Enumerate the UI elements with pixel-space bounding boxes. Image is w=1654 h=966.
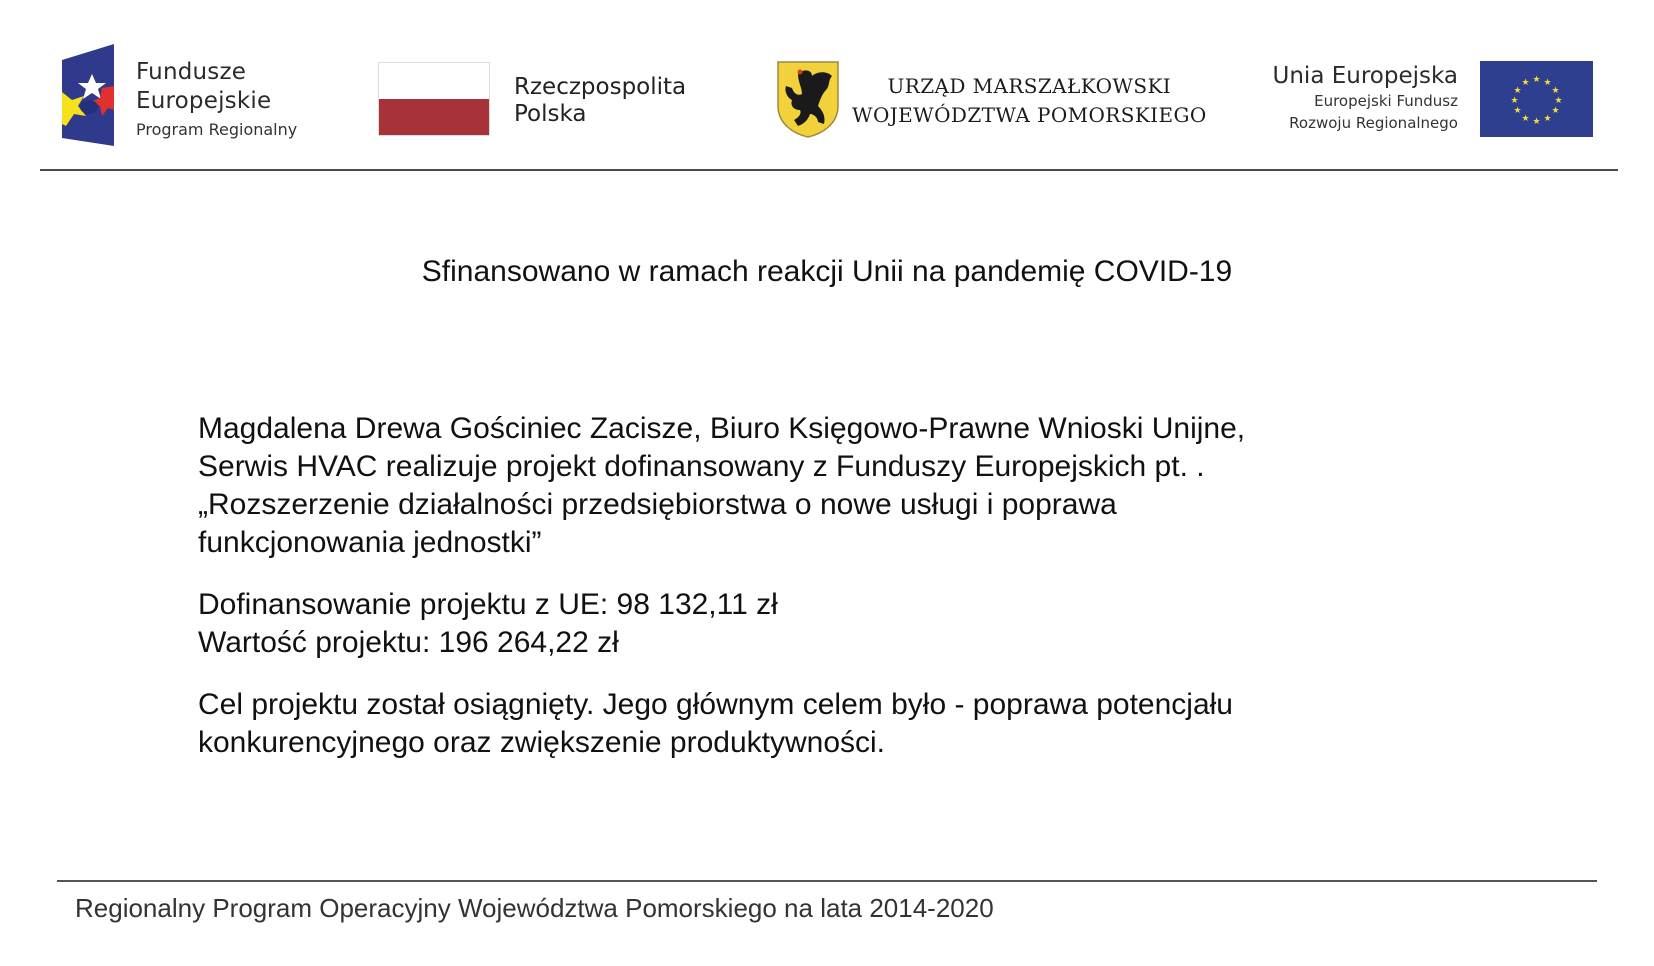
svg-text:★: ★ bbox=[1510, 96, 1519, 106]
svg-text:★: ★ bbox=[1543, 78, 1552, 88]
urzad-marszalkowski-text bbox=[852, 72, 1207, 130]
svg-text:★: ★ bbox=[1532, 117, 1541, 127]
fundusze-line3: Program Regionalny bbox=[136, 120, 298, 139]
svg-text:★: ★ bbox=[1551, 86, 1560, 96]
goal-line: Cel projektu został osiągnięty. Jego głównym celem było - poprawa potencjału bbox=[198, 688, 1233, 721]
svg-text:★: ★ bbox=[1513, 106, 1522, 116]
poland-line2: Polska bbox=[514, 101, 587, 127]
eu-flag-icon bbox=[1480, 61, 1593, 137]
svg-text:★: ★ bbox=[1554, 96, 1563, 106]
pomorskie-griffin-crest-icon bbox=[776, 60, 840, 138]
fundusze-line2: Europejskie bbox=[136, 88, 272, 114]
goal-line: konkurencyjnego oraz zwiększenie produktywności. bbox=[198, 726, 886, 759]
intro-line: „Rozszerzenie działalności przedsiębiorstwa o nowe usługi i poprawa bbox=[198, 488, 1117, 521]
svg-text:★: ★ bbox=[1521, 114, 1530, 124]
intro-line: Serwis HVAC realizuje projekt dofinansowany z Funduszy Europejskich pt. . bbox=[198, 450, 1205, 483]
svg-text:★: ★ bbox=[1513, 86, 1522, 96]
footer-divider bbox=[57, 880, 1597, 882]
unia-europejska-text bbox=[1210, 62, 1458, 134]
svg-text:★: ★ bbox=[1532, 75, 1541, 85]
fundusze-europejskie-text bbox=[136, 58, 297, 142]
poland-line1: Rzeczpospolita bbox=[514, 74, 687, 100]
header-divider bbox=[40, 169, 1618, 171]
pomorskie-line1: URZĄD MARSZAŁKOWSKI bbox=[887, 74, 1172, 98]
eu-funding-amount: Dofinansowanie projektu z UE: 98 132,11 zł bbox=[198, 588, 778, 621]
poland-flag-icon bbox=[378, 62, 490, 136]
goal-paragraph bbox=[198, 686, 1458, 762]
rzeczpospolita-polska-text bbox=[514, 74, 686, 128]
project-description bbox=[198, 410, 1458, 786]
pomorskie-line2: WOJEWÓDZTWA POMORSKIEGO bbox=[852, 103, 1207, 127]
project-value: Wartość projektu: 196 264,22 zł bbox=[198, 626, 619, 659]
intro-line: funkcjonowania jednostki” bbox=[198, 526, 542, 559]
svg-text:★: ★ bbox=[1521, 78, 1530, 88]
fundusze-europejskie-logo-icon bbox=[62, 44, 114, 146]
intro-line: Magdalena Drewa Gościniec Zacisze, Biuro Księgowo-Prawne Wnioski Unijne, bbox=[198, 412, 1246, 445]
eu-line2: Europejski Fundusz bbox=[1314, 92, 1458, 110]
eu-line1: Unia Europejska bbox=[1272, 63, 1458, 89]
logo-bar bbox=[0, 0, 1654, 170]
footer-program-name: Regionalny Program Operacyjny Województwa Pomorskiego na lata 2014-2020 bbox=[75, 893, 994, 923]
funding-paragraph bbox=[198, 586, 1458, 662]
svg-text:★: ★ bbox=[1551, 106, 1560, 116]
eu-line3: Rozwoju Regionalnego bbox=[1289, 114, 1458, 132]
svg-text:★: ★ bbox=[1543, 114, 1552, 124]
intro-paragraph bbox=[198, 410, 1458, 562]
headline: Sfinansowano w ramach reakcji Unii na pandemię COVID-19 bbox=[421, 255, 1233, 288]
fundusze-line1: Fundusze bbox=[136, 59, 247, 85]
